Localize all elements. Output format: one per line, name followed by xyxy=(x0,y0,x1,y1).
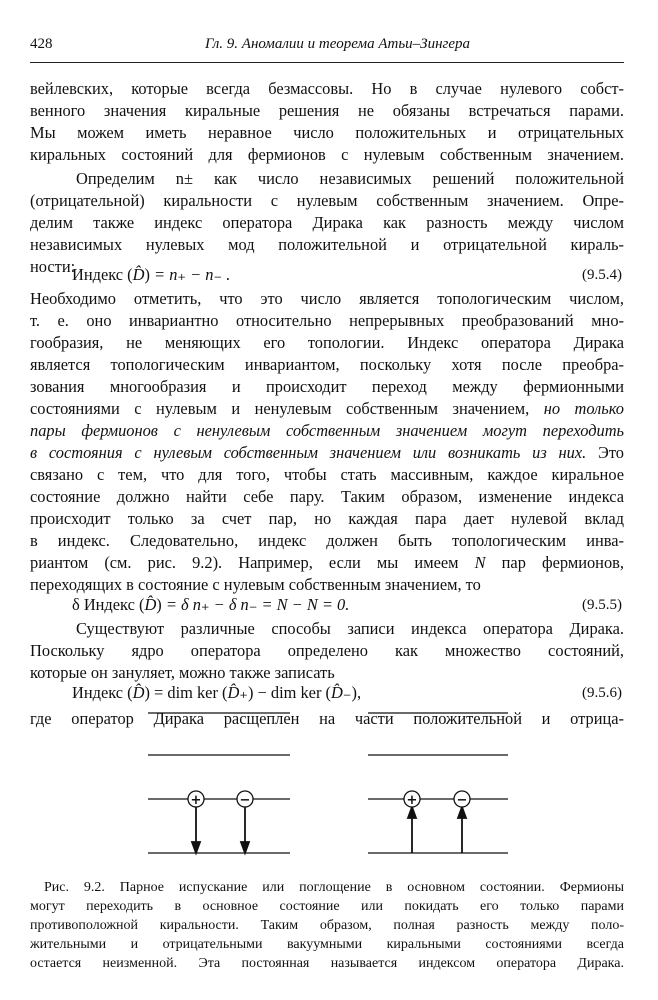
equation-body: = dim ker xyxy=(154,683,218,702)
plus-sign: + xyxy=(406,793,418,808)
text-line: связано с тем, что для того, чтобы стать массивным, каждое киральное xyxy=(30,465,624,484)
text-line: (отрицательной) киральности с нулевым собственным значением. Опре- xyxy=(30,191,624,210)
text-line xyxy=(30,442,624,464)
text-line: независимых нулевых мод положительной и отрицательной кираль- xyxy=(30,235,624,254)
up-arrow-head-icon xyxy=(408,807,416,818)
figure-caption-line: противоположной киральности. Таким образом, полная разность между поло- xyxy=(30,918,624,933)
dirac-operator-symbol: D̂ xyxy=(132,683,145,702)
equation-number: (9.5.6) xyxy=(582,685,622,701)
text-line: пары фермионов с ненулевым собственным значением могут переходить xyxy=(30,421,624,440)
text-line: венного значения киральные решения не обязаны встречаться парами. xyxy=(30,101,624,120)
text-line: киральных состояний для фермионов с нулевым собственным значением. xyxy=(30,145,624,164)
plus-sign: + xyxy=(190,793,202,808)
equation-body: = δ n₊ − δ n₋ = N − N = 0. xyxy=(165,595,350,614)
text-line: гообразия, не меняющих его топологии. Индекс оператора Дирака xyxy=(30,333,624,352)
text-line xyxy=(30,398,624,420)
text-run: риантом (см. рис. 9.2). Например, если мы имеем xyxy=(30,553,459,572)
italic-run: в состояния с нулевым собственным значением или возникать из них. xyxy=(30,443,587,462)
text-line: состояние должно найти себе пару. Таким образом, изменение индекса xyxy=(30,487,624,506)
equation-9-5-6: Индекс (D̂) = dim ker (D̂₊) − dim ker (D̂₋), xyxy=(72,683,362,702)
figure-9-2 xyxy=(0,700,658,870)
dirac-operator-plus-symbol: D̂₊ xyxy=(227,683,248,702)
text-line: происходит только за счет пар, но каждая пара дает нулевой вклад xyxy=(30,509,624,528)
text-line: зования многообразия и происходит переход между фермионными xyxy=(30,377,624,396)
text-run: Это xyxy=(598,443,624,462)
figure-caption-line: остается неизменной. Эта постоянная называется индексом оператора Дирака. xyxy=(30,956,624,971)
text-line: которые он зануляет, можно также записать xyxy=(30,663,335,682)
text-line: Мы можем иметь неравное число положительных и отрицательных xyxy=(30,123,624,142)
text-run: пар фермионов, xyxy=(501,553,624,572)
equation-body: = n₊ − n₋ . xyxy=(154,265,231,284)
minus-sign: − xyxy=(239,793,251,808)
figure-caption-line: могут переходить в основное состояние или покидать его только парами xyxy=(30,899,624,914)
equation-word: δ Индекс xyxy=(72,595,135,614)
text-line: т. е. оно инвариантно относительно непрерывных преобразований мно- xyxy=(30,311,624,330)
italic-run: но только xyxy=(543,399,624,418)
page-number: 428 xyxy=(30,36,53,52)
dirac-operator-symbol: D̂ xyxy=(132,265,145,284)
text-line: Необходимо отметить, что это число является топологическим числом, xyxy=(30,289,624,308)
dirac-operator-symbol: D̂ xyxy=(144,595,157,614)
text-line xyxy=(30,552,624,574)
running-title: Гл. 9. Аномалии и теорема Атьи–Зингера xyxy=(205,36,471,52)
italic-run: N xyxy=(474,553,486,572)
text-line: является топологическим инвариантом, поскольку хотя после преобра- xyxy=(30,355,624,374)
header-rule xyxy=(30,62,624,63)
text-line: ности: xyxy=(30,257,76,276)
equation-body: − dim ker xyxy=(257,683,322,702)
equation-9-5-5: δ Индекс (D̂) = δ n₊ − δ n₋ = N − N = 0. xyxy=(72,595,350,614)
text-line: в индекс. Следовательно, индекс должен быть топологическим инва- xyxy=(30,531,624,550)
text-line: где оператор Дирака расщеплен на части положительной и отрица- xyxy=(30,709,624,728)
equation-number: (9.5.4) xyxy=(582,267,622,283)
text-line: вейлевских, которые всегда безмассовы. Но в случае нулевого собст- xyxy=(30,79,624,98)
text-line: переходящих в состояние с нулевым собственным значением, то xyxy=(30,575,481,594)
text-line: Поскольку ядро оператора определено как множество состояний, xyxy=(30,641,624,660)
equation-9-5-4: Индекс (D̂) = n₊ − n₋ . xyxy=(72,265,231,284)
equation-word: Индекс xyxy=(72,683,124,702)
minus-sign: − xyxy=(456,793,468,808)
figure-caption-line: Рис. 9.2. Парное испускание или поглощение в основном состоянии. Фермионы xyxy=(44,880,624,895)
equation-word: Индекс xyxy=(72,265,124,284)
text-line: Существуют различные способы записи индекса оператора Дирака. xyxy=(76,619,624,638)
equation-number: (9.5.5) xyxy=(582,597,622,613)
dirac-operator-minus-symbol: D̂₋ xyxy=(330,683,352,702)
figure-caption-line: жительными и отрицательными вакуумными киральными состояниями всегда xyxy=(30,937,624,952)
up-arrow-head-icon xyxy=(458,807,466,818)
text-line: делим также индекс оператора Дирака как разность между числом xyxy=(30,213,624,232)
text-line: Определим n± как число независимых решений положительной xyxy=(76,169,624,188)
text-run: состояниями с нулевым и ненулевым собственным значением, xyxy=(30,399,530,418)
equation-punct: , xyxy=(356,683,362,702)
down-arrow-head-icon xyxy=(241,842,249,853)
down-arrow-head-icon xyxy=(192,842,200,853)
